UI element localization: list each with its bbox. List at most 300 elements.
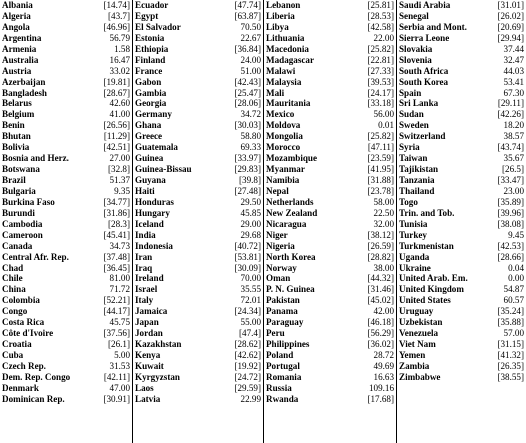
country-names-3 <box>264 0 356 443</box>
country-value: 49.69 <box>373 360 394 371</box>
country-value: [41.32] <box>497 350 524 360</box>
country-value: 32.00 <box>373 218 394 229</box>
country-value: 29.68 <box>240 229 261 240</box>
country-value: 45.75 <box>109 317 130 328</box>
country-name: Japan <box>135 317 159 328</box>
country-value: 38.57 <box>503 131 524 142</box>
country-value: 47.00 <box>109 382 130 393</box>
country-name: Ecuador <box>135 0 169 10</box>
country-value: 23.00 <box>503 185 524 196</box>
country-value: [22.81] <box>367 54 394 65</box>
country-name: Israel <box>135 284 158 295</box>
country-value: 34.72 <box>240 109 261 120</box>
country-name: Argentina <box>2 32 42 43</box>
country-value: [20.69] <box>497 21 524 32</box>
country-value: [28.3] <box>108 218 130 229</box>
country-name: Tanzania <box>399 175 435 185</box>
country-name: Sierra Leone <box>399 32 450 43</box>
country-name: Turkmenistan <box>399 240 454 251</box>
country-name: Egypt <box>135 10 159 21</box>
country-value: [42.53] <box>497 240 524 251</box>
country-value: [37.56] <box>103 328 130 339</box>
country-name: Senegal <box>399 10 429 21</box>
country-name: Australia <box>2 54 39 65</box>
country-name: Liberia <box>266 10 295 21</box>
country-name: Colombia <box>2 295 40 306</box>
country-name: Gambia <box>135 87 167 98</box>
country-name: Guinea-Bissau <box>135 164 192 175</box>
country-value: [26.02] <box>497 10 524 21</box>
country-name: El Salvador <box>135 21 181 32</box>
country-name: Portugal <box>266 360 300 371</box>
country-name: Rwanda <box>266 393 299 404</box>
country-value: [27.33] <box>367 65 394 76</box>
country-name: Namibia <box>266 175 300 185</box>
country-name: New Zealand <box>266 207 318 218</box>
country-value: [25.81] <box>367 0 394 10</box>
country-value: [42.26] <box>497 109 524 120</box>
country-name: Paraguay <box>266 317 304 328</box>
country-name: Jamaica <box>135 306 168 317</box>
country-value: [47.11] <box>367 142 394 153</box>
country-name: Pakistan <box>266 295 300 306</box>
country-name: Moldova <box>266 120 301 131</box>
country-name: Nigeria <box>266 240 295 251</box>
country-name: Belarus <box>2 98 32 109</box>
country-name: Tajikistan <box>399 164 439 175</box>
country-value: 31.53 <box>109 360 130 371</box>
table-column-1 <box>0 0 133 443</box>
country-name: Haiti <box>135 185 155 196</box>
country-value: [25.47] <box>234 87 261 98</box>
country-name: Ethiopia <box>135 43 169 54</box>
country-value: [33.18] <box>367 98 394 109</box>
country-name: Lebanon <box>266 0 301 10</box>
country-value: 67.30 <box>503 87 524 98</box>
country-value: [30.91] <box>103 393 130 404</box>
country-value: 34.73 <box>109 240 130 251</box>
country-value: 29.00 <box>240 218 261 229</box>
country-name: Slovakia <box>399 43 433 54</box>
country-value: [38.55] <box>497 371 524 382</box>
country-name: Russia <box>266 382 292 393</box>
country-value: [39.8] <box>239 175 261 185</box>
country-name: Chad <box>2 262 24 273</box>
country-name: Niger <box>266 229 288 240</box>
country-value: [33.97] <box>234 153 261 164</box>
country-name: South Korea <box>399 76 449 87</box>
country-name: Venezuela <box>399 328 439 339</box>
country-value: 51.37 <box>109 175 130 185</box>
country-value: 51.00 <box>240 65 261 76</box>
country-name: Georgia <box>135 98 167 109</box>
country-value: 56.00 <box>373 109 394 120</box>
country-name: Zambia <box>399 360 430 371</box>
country-name: Turkey <box>399 229 427 240</box>
country-value: [44.17] <box>103 306 130 317</box>
country-name: Azerbaijan <box>2 76 46 87</box>
country-name: Philippines <box>266 339 310 350</box>
country-value: [29.94] <box>497 32 524 43</box>
country-name: United States <box>399 295 451 306</box>
country-name: Bulgaria <box>2 185 36 196</box>
country-value: 42.00 <box>373 306 394 317</box>
country-value: 70.50 <box>240 21 261 32</box>
country-value: [32.8] <box>108 164 130 175</box>
country-name: Hungary <box>135 207 170 218</box>
country-value: [11.29] <box>103 131 130 142</box>
country-value: 32.47 <box>503 54 524 65</box>
country-value: 60.57 <box>503 295 524 306</box>
country-name: Finland <box>135 54 166 65</box>
country-value: [25.82] <box>367 131 394 142</box>
country-value: 41.00 <box>109 109 130 120</box>
country-name: Libya <box>266 21 289 32</box>
table-column-4 <box>397 0 526 443</box>
country-name: Switzerland <box>399 131 446 142</box>
country-value: [34.77] <box>103 196 130 207</box>
country-value: [39.96] <box>497 207 524 218</box>
country-value: 9.35 <box>114 185 130 196</box>
country-value: [36.45] <box>103 262 130 273</box>
country-value: [26.59] <box>367 240 394 251</box>
country-name: Guinea <box>135 153 164 164</box>
country-value: [46.18] <box>367 317 394 328</box>
country-value: 81.00 <box>109 273 130 284</box>
country-name: Cambodia <box>2 218 43 229</box>
country-name: Estonia <box>135 32 165 43</box>
country-value: [28.82] <box>367 251 394 262</box>
country-value: [25.82] <box>367 43 394 54</box>
country-value: 18.20 <box>503 120 524 131</box>
country-value: [29.11] <box>497 98 524 109</box>
country-value: [36.02] <box>367 339 394 350</box>
country-value: [27.48] <box>234 185 261 196</box>
country-name: Morocco <box>266 142 301 153</box>
country-name: Cuba <box>2 350 24 360</box>
country-value: [26.56] <box>103 120 130 131</box>
country-value: 0.04 <box>508 262 524 273</box>
country-value: 0.01 <box>378 120 394 131</box>
country-name: Madagascar <box>266 54 314 65</box>
country-name: Sri Lanka <box>399 98 439 109</box>
country-value: [26.35] <box>497 360 524 371</box>
country-value: 22.99 <box>240 393 261 404</box>
country-value: 55.00 <box>240 317 261 328</box>
country-value: [30.03] <box>234 120 261 131</box>
country-value: 24.00 <box>240 54 261 65</box>
country-value: [38.12] <box>367 229 394 240</box>
country-value: [28.62] <box>234 339 261 350</box>
country-value: 33.02 <box>109 65 130 76</box>
country-value: [23.78] <box>367 185 394 196</box>
country-value: 42.60 <box>109 98 130 109</box>
country-name: Albania <box>2 0 33 10</box>
country-value: 22.00 <box>373 32 394 43</box>
country-name: Czech Rep. <box>2 360 46 371</box>
country-name: Mongolia <box>266 131 303 142</box>
country-name: Greece <box>135 131 163 142</box>
country-name: United Arab. Em. <box>399 273 468 284</box>
country-value: 28.72 <box>373 350 394 360</box>
country-value: [28.06] <box>234 98 261 109</box>
country-name: Uzbekistan <box>399 317 443 328</box>
country-value: [45.41] <box>103 229 130 240</box>
country-name: Iceland <box>135 218 164 229</box>
country-value: 27.00 <box>109 153 130 164</box>
country-name: Kyrgyzstan <box>135 371 180 382</box>
country-name: Guatemala <box>135 142 178 153</box>
country-value: [31.01] <box>497 0 524 10</box>
country-value: [42.58] <box>367 21 394 32</box>
country-value: [19.92] <box>234 360 261 371</box>
country-name: Dem. Rep. Congo <box>2 371 71 382</box>
country-value: 58.80 <box>240 131 261 142</box>
country-name: Viet Nam <box>399 339 436 350</box>
country-name: Indonesia <box>135 240 173 251</box>
country-value: 16.47 <box>109 54 130 65</box>
country-names-4 <box>397 0 490 443</box>
country-values-3 <box>356 0 396 443</box>
country-value: 37.44 <box>503 43 524 54</box>
country-name: Dominican Rep. <box>2 393 65 404</box>
country-value: 38.00 <box>373 262 394 273</box>
country-name: Kuwait <box>135 360 164 371</box>
country-names-2 <box>133 0 223 443</box>
country-name: Uruguay <box>399 306 434 317</box>
country-name: Jordan <box>135 328 163 339</box>
country-value: 0.00 <box>508 273 524 284</box>
country-value: [42.51] <box>103 142 130 153</box>
country-name: Belgium <box>2 109 35 120</box>
country-name: Taiwan <box>399 153 428 164</box>
country-name: Romania <box>266 371 302 382</box>
country-value: [43.74] <box>497 142 524 153</box>
country-value: [19.81] <box>103 76 130 87</box>
country-name: France <box>135 65 163 76</box>
country-names-1 <box>0 0 92 443</box>
country-name: Mozambique <box>266 153 318 164</box>
country-name: Iraq <box>135 262 153 273</box>
country-name: Ghana <box>135 120 162 131</box>
country-value: 109.16 <box>368 382 394 393</box>
country-name: North Korea <box>266 251 316 262</box>
country-name: Myanmar <box>266 164 305 175</box>
country-name: Malaysia <box>266 76 302 87</box>
country-value: [35.88] <box>497 317 524 328</box>
country-name: Burkina Faso <box>2 196 55 207</box>
country-value: [42.62] <box>234 350 261 360</box>
country-value: [46.96] <box>103 21 130 32</box>
country-value: [24.34] <box>234 306 261 317</box>
country-name: China <box>2 284 26 295</box>
country-name: Italy <box>135 295 154 306</box>
country-name: Brazil <box>2 175 26 185</box>
country-name: Ireland <box>135 273 164 284</box>
country-value: [28.67] <box>103 87 130 98</box>
country-value: [42.11] <box>103 371 130 382</box>
country-value: [31.15] <box>497 339 524 350</box>
country-value: 5.00 <box>114 350 130 360</box>
country-name: Syria <box>399 142 420 153</box>
country-name: Thailand <box>399 185 435 196</box>
country-name: Germany <box>135 109 172 120</box>
country-name: Poland <box>266 350 294 360</box>
country-value: [31.46] <box>367 284 394 295</box>
country-name: Côte d'Ivoire <box>2 328 54 339</box>
country-name: Mauritania <box>266 98 311 109</box>
country-name: South Africa <box>399 65 449 76</box>
country-name: United Kingdom <box>399 284 464 295</box>
country-value: [53.81] <box>234 251 261 262</box>
country-value: [31.88] <box>367 175 394 185</box>
country-name: India <box>135 229 156 240</box>
country-name: Peru <box>266 328 285 339</box>
country-value: 53.41 <box>503 76 524 87</box>
country-name: Macedonia <box>266 43 309 54</box>
country-name: Burundi <box>2 207 35 218</box>
country-name: Malawi <box>266 65 296 76</box>
country-name: Mexico <box>266 109 295 120</box>
country-name: Bosnia and Herz. <box>2 153 69 164</box>
country-name: Mali <box>266 87 285 98</box>
country-name: Norway <box>266 262 297 273</box>
country-value: [28.53] <box>367 10 394 21</box>
country-name: Laos <box>135 382 154 393</box>
country-value: [35.24] <box>497 306 524 317</box>
country-value: [23.59] <box>367 153 394 164</box>
country-value: [63.87] <box>234 10 261 21</box>
country-name: Bhutan <box>2 131 31 142</box>
country-name: Sudan <box>399 109 424 120</box>
country-value: [52.21] <box>103 295 130 306</box>
country-value: 69.33 <box>240 142 261 153</box>
country-name: Canada <box>2 240 33 251</box>
country-value: [37.48] <box>103 251 130 262</box>
country-value: 70.00 <box>240 273 261 284</box>
country-name: Iran <box>135 251 153 262</box>
country-name: Nicaragua <box>266 218 307 229</box>
table-column-3 <box>264 0 397 443</box>
country-name: Botswana <box>2 164 40 175</box>
country-value: 56.79 <box>109 32 130 43</box>
country-name: Togo <box>399 196 418 207</box>
country-value: [30.09] <box>234 262 261 273</box>
country-value: [28.66] <box>497 251 524 262</box>
country-name: Armenia <box>2 43 37 54</box>
country-name: Kenya <box>135 350 161 360</box>
country-name: Netherlands <box>266 196 314 207</box>
country-name: Benin <box>2 120 25 131</box>
country-value: 16.63 <box>373 371 394 382</box>
country-name: Croatia <box>2 339 32 350</box>
country-value: [39.53] <box>367 76 394 87</box>
country-value: 9.45 <box>508 229 524 240</box>
country-values-4 <box>490 0 526 443</box>
country-name: Trin. and Tob. <box>399 207 455 218</box>
country-value: [35.89] <box>497 196 524 207</box>
country-value: 35.67 <box>503 153 524 164</box>
country-value: [31.86] <box>103 207 130 218</box>
country-name: Cameroon <box>2 229 43 240</box>
country-name: Oman <box>266 273 291 284</box>
country-value: [42.43] <box>234 76 261 87</box>
country-value: [29.83] <box>234 164 261 175</box>
country-name: Lithuania <box>266 32 305 43</box>
country-name: Yemen <box>399 350 426 360</box>
country-value: [38.08] <box>497 218 524 229</box>
country-value: 58.00 <box>373 196 394 207</box>
country-name: Uganda <box>399 251 430 262</box>
country-name: Central Afr. Rep. <box>2 251 69 262</box>
country-name: Gabon <box>135 76 162 87</box>
country-name: Zimbabwe <box>399 371 441 382</box>
country-value: 54.87 <box>503 284 524 295</box>
country-name: Spain <box>399 87 422 98</box>
country-name: Chile <box>2 273 23 284</box>
country-name: Nepal <box>266 185 289 196</box>
country-name: Serbia and Mont. <box>399 21 467 32</box>
country-name: Tunisia <box>399 218 428 229</box>
country-name: Saudi Arabia <box>399 0 451 10</box>
country-value: 35.55 <box>240 284 261 295</box>
country-value: [36.84] <box>234 43 261 54</box>
country-value: [47.4] <box>239 328 261 339</box>
country-value: [45.02] <box>367 295 394 306</box>
country-name: Slovenia <box>399 54 432 65</box>
country-name: Bolivia <box>2 142 30 153</box>
country-values-2 <box>223 0 263 443</box>
country-name: Angola <box>2 21 30 32</box>
country-value: 44.03 <box>503 65 524 76</box>
country-value: [41.95] <box>367 164 394 175</box>
table-column-2 <box>133 0 264 443</box>
country-name: Latvia <box>135 393 161 404</box>
country-value: 22.50 <box>373 207 394 218</box>
country-name: Costa Rica <box>2 317 45 328</box>
country-value: 45.85 <box>240 207 261 218</box>
country-value: [17.68] <box>367 393 394 404</box>
country-value: 71.72 <box>109 284 130 295</box>
country-values-1 <box>92 0 132 443</box>
country-value: [33.47] <box>497 175 524 185</box>
country-name: Algeria <box>2 10 31 21</box>
country-name: Sweden <box>399 120 429 131</box>
country-value: [43.7] <box>108 10 130 21</box>
country-value: 1.58 <box>114 43 130 54</box>
country-value: 57.00 <box>503 328 524 339</box>
country-name: Kazakhstan <box>135 339 182 350</box>
country-value: [29.59] <box>234 382 261 393</box>
country-value: [24.17] <box>367 87 394 98</box>
country-value: [26.1] <box>108 339 130 350</box>
country-value: [40.72] <box>234 240 261 251</box>
country-name: Ukraine <box>399 262 431 273</box>
country-value: [47.74] <box>234 0 261 10</box>
country-name: Austria <box>2 65 32 76</box>
country-name: Guyana <box>135 175 166 185</box>
country-value: 29.50 <box>240 196 261 207</box>
country-name: Bangladesh <box>2 87 47 98</box>
country-value: [26.5] <box>502 164 524 175</box>
country-name: P. N. Guinea <box>266 284 315 295</box>
country-value: 22.67 <box>240 32 261 43</box>
country-value: [56.29] <box>367 328 394 339</box>
country-value: [24.72] <box>234 371 261 382</box>
country-value: [44.32] <box>367 273 394 284</box>
country-name: Denmark <box>2 382 39 393</box>
country-value: [14.74] <box>103 0 130 10</box>
